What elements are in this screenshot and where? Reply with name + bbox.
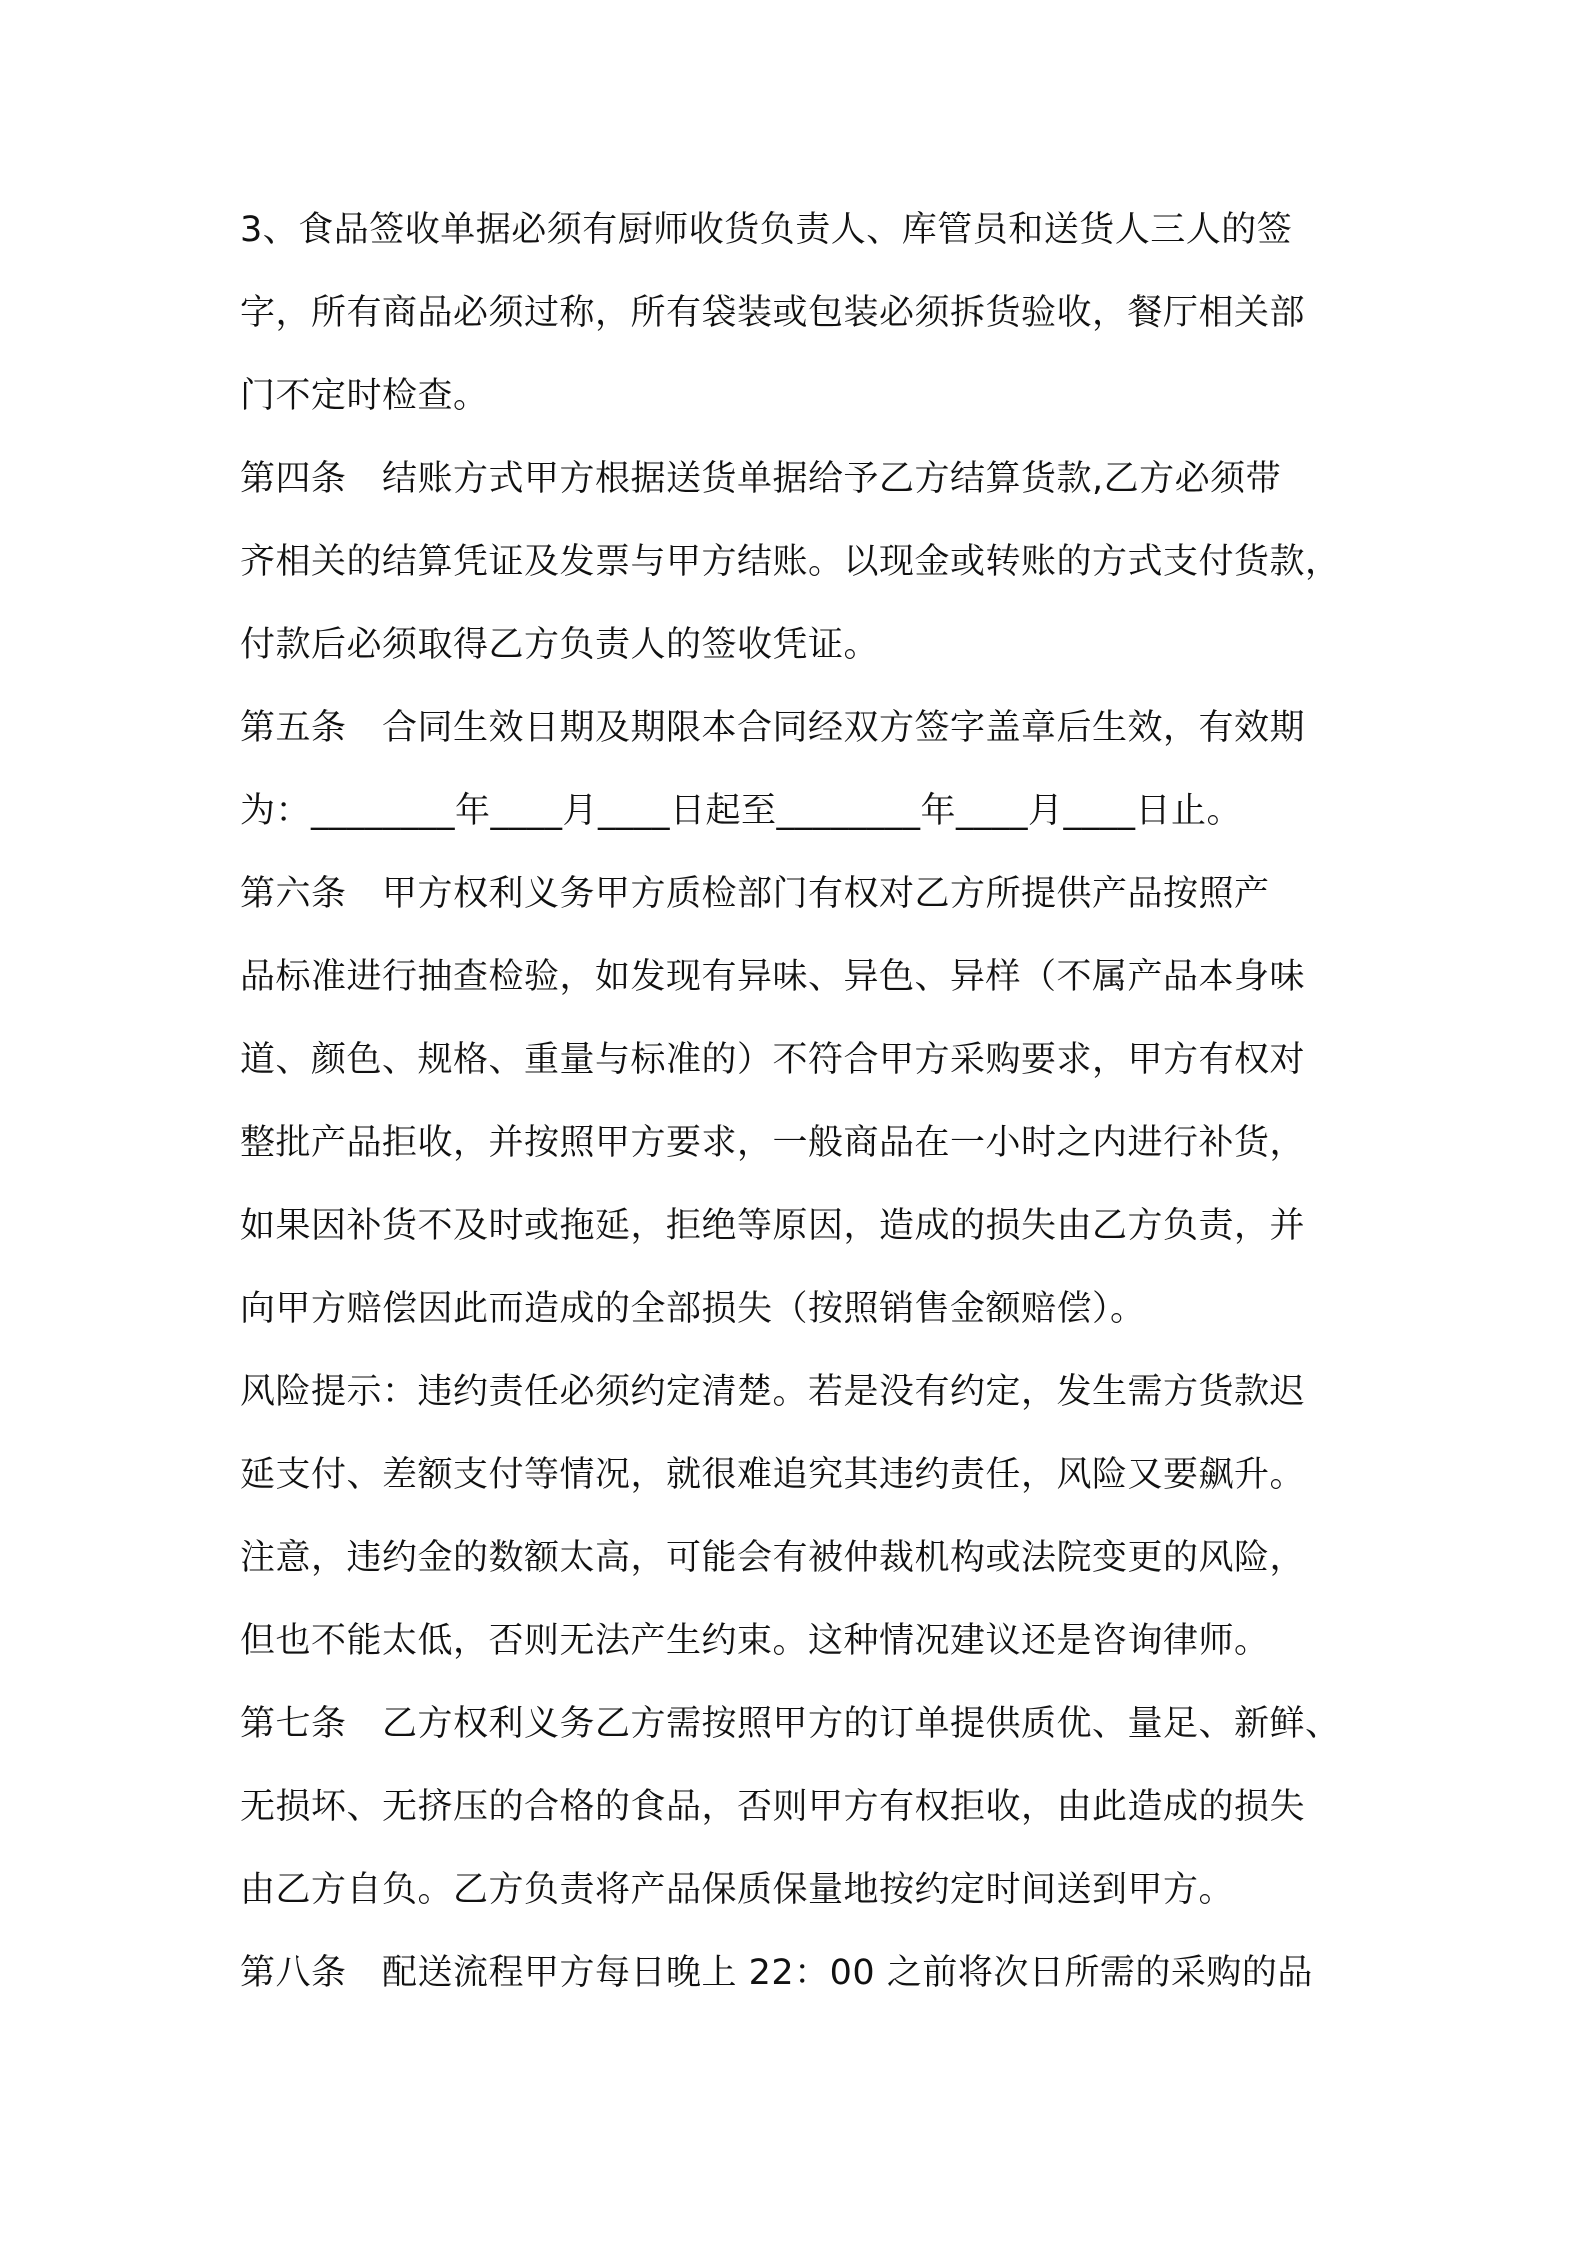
text-line: 注意，违约金的数额太高，可能会有被仲裁机构或法院变更的风险，	[240, 1538, 1306, 1578]
text-line: 3、食品签收单据必须有厨师收货负责人、库管员和送货人三人的签	[240, 210, 1293, 250]
text-line: 字，所有商品必须过称，所有袋装或包装必须拆货验收，餐厅相关部	[240, 293, 1306, 333]
validity-period-line: 为：________年____月____日起至________年____月____日止。	[240, 791, 1243, 831]
article-8-line: 第八条 配送流程甲方每日晚上 22：00 之前将次日所需的采购的品	[240, 1953, 1313, 1993]
text-line: 品标准进行抽查检验，如发现有异味、异色、异样（不属产品本身味	[240, 957, 1306, 997]
text-line: 如果因补货不及时或拖延，拒绝等原因，造成的损失由乙方负责，并	[240, 1206, 1306, 1246]
text-line: 道、颜色、规格、重量与标准的）不符合甲方采购要求，甲方有权对	[240, 1040, 1306, 1080]
risk-notice-line: 风险提示：违约责任必须约定清楚。若是没有约定，发生需方货款迟	[240, 1372, 1306, 1412]
article-6-line: 第六条 甲方权利义务甲方质检部门有权对乙方所提供产品按照产	[240, 874, 1270, 914]
article-7-line: 第七条 乙方权利义务乙方需按照甲方的订单提供质优、量足、新鲜、	[240, 1704, 1341, 1744]
text-line: 无损坏、无挤压的合格的食品，否则甲方有权拒收，由此造成的损失	[240, 1787, 1306, 1827]
text-line: 由乙方自负。乙方负责将产品保质保量地按约定时间送到甲方。	[240, 1870, 1235, 1910]
text-line: 门不定时检查。	[240, 376, 489, 416]
text-line: 延支付、差额支付等情况，就很难追究其违约责任，风险又要飙升。	[240, 1455, 1306, 1495]
text-line: 整批产品拒收，并按照甲方要求，一般商品在一小时之内进行补货，	[240, 1123, 1306, 1163]
text-line: 但也不能太低，否则无法产生约束。这种情况建议还是咨询律师。	[240, 1621, 1270, 1661]
article-4-line: 第四条 结账方式甲方根据送货单据给予乙方结算货款,乙方必须带	[240, 459, 1282, 499]
text-line: 向甲方赔偿因此而造成的全部损失（按照销售金额赔偿）。	[240, 1289, 1146, 1329]
text-line: 付款后必须取得乙方负责人的签收凭证。	[240, 625, 880, 665]
article-5-line: 第五条 合同生效日期及期限本合同经双方签字盖章后生效，有效期	[240, 708, 1306, 748]
text-line: 齐相关的结算凭证及发票与甲方结账。以现金或转账的方式支付货款，	[240, 542, 1341, 582]
